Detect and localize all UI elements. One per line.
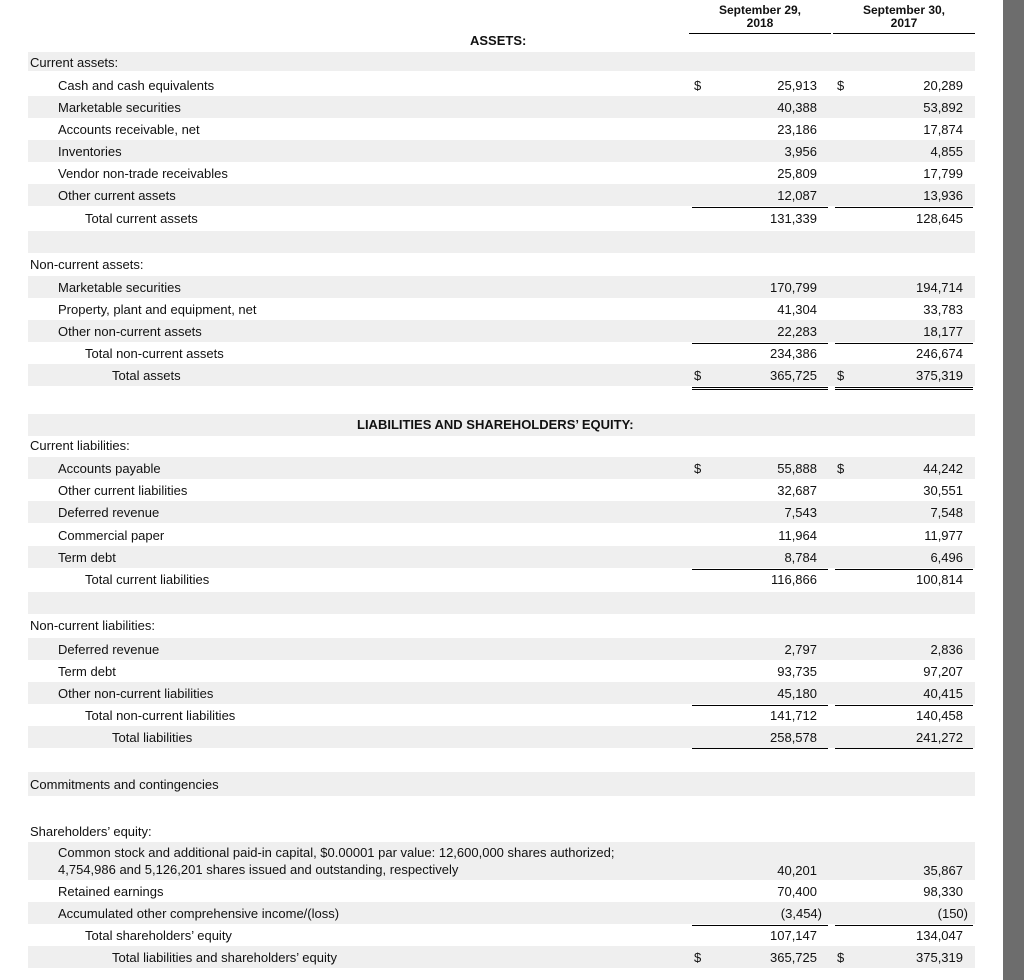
table-row-total [0,924,1003,946]
row-label: Deferred revenue [58,642,160,657]
underline [692,748,828,749]
value-2017: 53,892 [923,100,963,115]
row-label: Vendor non-trade receivables [58,166,228,181]
double-underline [835,387,973,388]
value-2018: 45,180 [777,686,817,701]
spacer-band [28,592,975,614]
value-2017: 246,674 [916,346,963,361]
row-label: Accounts payable [58,461,161,476]
value-2017: 4,855 [930,144,963,159]
dollar-sign: $ [694,78,702,93]
value-2018: 141,712 [770,708,817,723]
current-liabilities-header: Current liabilities: [30,438,130,453]
value-2017: 11,977 [924,528,963,543]
dollar-sign: $ [694,368,702,383]
row-label: Total liabilities [112,730,193,745]
row-label: Accumulated other comprehensive income/(loss) [58,906,340,921]
value-2018: 93,735 [777,664,817,679]
value-2017: 241,272 [916,730,963,745]
value-2017: 194,714 [916,280,963,295]
value-2018: 116,866 [770,572,817,587]
common-stock-label [58,844,678,878]
dollar-sign: $ [694,461,702,476]
value-2018: 23,186 [777,122,817,137]
commitments-label: Commitments and contingencies [30,777,219,792]
value-2018: 2,797 [784,642,817,657]
table-row [0,524,1003,546]
value-2018: 8,784 [784,550,817,565]
table-row [0,118,1003,140]
scrollbar[interactable] [1003,0,1024,980]
column-header-2018-line1: September 29, [718,3,802,17]
table-row-total [0,342,1003,364]
row-label: Total current assets [85,211,198,226]
value-2018: 41,304 [777,302,817,317]
table-row [0,457,1003,479]
value-2017: 6,496 [930,550,963,565]
table-row-total [0,704,1003,726]
table-row [0,140,1003,162]
row-label: Marketable securities [58,100,181,115]
row-label: Deferred revenue [58,505,160,520]
value-2017: 2,836 [930,642,963,657]
table-row [0,501,1003,523]
column-header-2017-line2: 2017 [890,16,918,30]
table-row-total [0,207,1003,229]
noncurrent-liabilities-header: Non-current liabilities: [30,618,155,633]
table-row-total [0,946,1003,968]
table-row [0,682,1003,704]
value-2018: 3,956 [784,144,817,159]
row-label: Other non-current assets [58,324,202,339]
spacer-band [28,231,975,253]
double-underline [692,387,828,388]
value-2017: 40,415 [923,686,963,701]
value-2018: 55,888 [777,461,817,476]
value-2018: 170,799 [770,280,817,295]
row-label: Total non-current assets [85,346,224,361]
value-2018: 365,725 [770,368,817,383]
value-2017: 33,783 [923,302,963,317]
dollar-sign: $ [837,461,845,476]
value-2017: 20,289 [923,78,963,93]
value-2017: 17,874 [923,122,963,137]
value-2018: 25,913 [777,78,817,93]
value-2017: 35,867 [923,863,963,878]
value-2018: 40,201 [777,863,817,878]
row-label: Property, plant and equipment, net [58,302,257,317]
row-label: Cash and cash equivalents [58,78,215,93]
value-2018: 32,687 [777,483,817,498]
row-label: Marketable securities [58,280,181,295]
liabilities-title: LIABILITIES AND SHAREHOLDERS’ EQUITY: [357,417,634,432]
row-label: Retained earnings [58,884,164,899]
current-assets-header: Current assets: [30,55,119,70]
row-label: Total assets [112,368,181,383]
value-2017: 100,814 [916,572,963,587]
table-row-total [0,364,1003,386]
table-row [0,320,1003,342]
table-row-total [0,726,1003,748]
row-label: Term debt [58,664,116,679]
value-2017: 30,551 [923,483,963,498]
table-row [0,276,1003,298]
table-row [0,298,1003,320]
column-header-2018 [689,4,831,34]
noncurrent-assets-header: Non-current assets: [30,257,144,272]
value-2018: 22,283 [777,324,817,339]
current-assets-header-row [28,52,975,71]
row-label: Total non-current liabilities [85,708,236,723]
dollar-sign: $ [694,950,702,965]
value-2018: 7,543 [784,505,817,520]
value-2017: 98,330 [923,884,963,899]
table-row [0,638,1003,660]
common-stock-line1: Common stock and additional paid-in capital, $0.00001 par value: 12,600,000 shares authorized; [58,845,615,860]
value-2017: 18,177 [923,324,963,339]
value-2017: 44,242 [923,461,963,476]
dollar-sign: $ [837,950,845,965]
row-label: Inventories [58,144,122,159]
double-underline [835,389,973,390]
value-2017: 134,047 [916,928,963,943]
table-row [0,184,1003,206]
column-header-2017-line1: September 30, [862,3,946,17]
table-row [0,546,1003,568]
value-2017: 97,207 [923,664,963,679]
underline [835,748,973,749]
table-row-total [0,568,1003,590]
row-label: Commercial paper [58,528,165,543]
value-2017: (150) [937,906,968,921]
value-2017: 17,799 [923,166,963,181]
double-underline [692,389,828,390]
value-2017: 13,936 [923,188,963,203]
table-row [0,96,1003,118]
value-2018: 234,386 [770,346,817,361]
value-2017: 140,458 [916,708,963,723]
table-row [0,479,1003,501]
value-2018: 40,388 [777,100,817,115]
value-2018: 365,725 [770,950,817,965]
table-row [0,880,1003,902]
value-2018: (3,454) [780,906,822,921]
value-2017: 375,319 [916,368,963,383]
row-label: Other current assets [58,188,176,203]
value-2018: 131,339 [770,211,817,226]
table-row [0,660,1003,682]
value-2018: 70,400 [777,884,817,899]
value-2017: 375,319 [916,950,963,965]
dollar-sign: $ [837,78,845,93]
row-label: Total shareholders’ equity [85,928,232,943]
row-label: Other current liabilities [58,483,188,498]
row-label: Term debt [58,550,116,565]
table-row [0,74,1003,96]
table-row [0,902,1003,924]
row-label: Total current liabilities [85,572,210,587]
dollar-sign: $ [837,368,845,383]
row-label: Total liabilities and shareholders’ equity [112,950,337,965]
value-2018: 25,809 [777,166,817,181]
value-2018: 107,147 [770,928,817,943]
value-2018: 11,964 [778,528,817,543]
column-header-2018-line2: 2018 [746,16,774,30]
common-stock-line2: 4,754,986 and 5,126,201 shares issued and outstanding, respectively [58,862,459,877]
value-2018: 258,578 [770,730,817,745]
table-row [0,162,1003,184]
column-header-2017 [833,4,975,34]
row-label: Other non-current liabilities [58,686,214,701]
value-2017: 7,548 [930,505,963,520]
value-2017: 128,645 [916,211,963,226]
row-label: Accounts receivable, net [58,122,200,137]
assets-title: ASSETS: [470,33,527,48]
value-2018: 12,087 [777,188,817,203]
equity-header: Shareholders’ equity: [30,824,152,839]
